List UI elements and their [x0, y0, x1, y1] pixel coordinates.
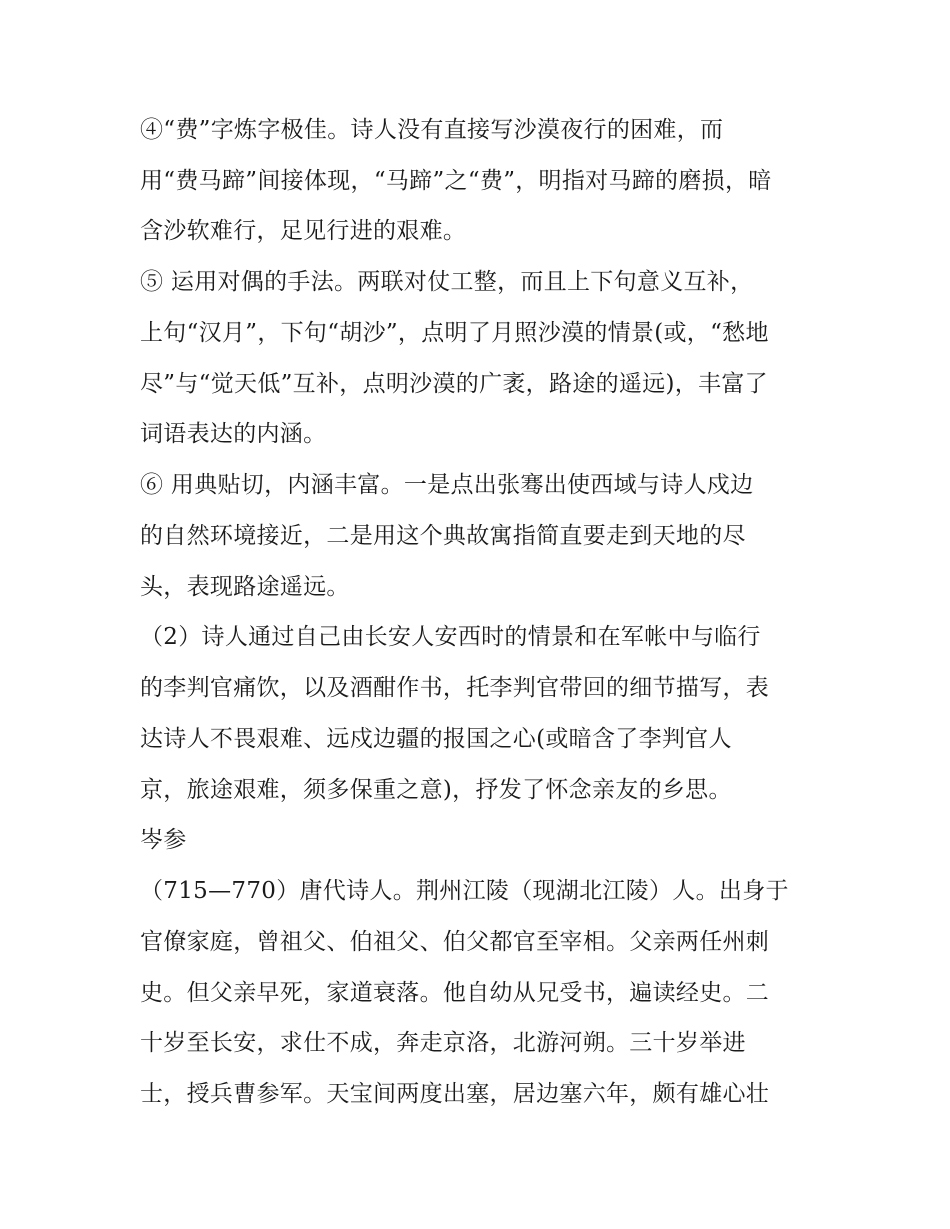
text-line: 十岁至长安，求仕不成，奔走京洛，北游河朔。三十岁举进 — [140, 1030, 746, 1056]
text-line: 含沙软难行，足见行进的艰难。 — [140, 218, 467, 244]
text-line: 词语表达的内涵。 — [140, 421, 327, 447]
text-line: （715—770）唐代诗人。荆州江陵（现湖北江陵）人。出身于 — [140, 878, 789, 904]
text-line: 用“费马蹄”间接体现，“马蹄”之“费”，明指对马蹄的磨损，暗 — [140, 168, 772, 194]
text-line: 尽”与“觉天低”互补，点明沙漠的广袤，路途的遥远)，丰富了 — [140, 371, 768, 397]
text-line: ④“费”字炼字极佳。诗人没有直接写沙漠夜行的困难，而 — [140, 117, 724, 143]
text-line: 的李判官痛饮，以及酒酣作书，托李判官带回的细节描写，表 — [140, 675, 770, 701]
text-line: 士，授兵曹参军。天宝间两度出塞，居边塞六年，颇有雄心壮 — [140, 1081, 770, 1107]
text-line: 上句“汉月”，下句“胡沙”，点明了月照沙漠的情景(或，“愁地 — [140, 320, 769, 346]
text-line: ⑥ 用典贴切，内涵丰富。一是点出张骞出使西域与诗人戍边 — [140, 472, 754, 498]
text-line: 头，表现路途遥远。 — [140, 574, 350, 600]
text-line: （2）诗人通过自己由长安人安西时的情景和在军帐中与临行 — [140, 624, 761, 650]
text-line: 的自然环境接近，二是用这个典故寓指简直要走到天地的尽 — [140, 523, 746, 549]
text-line: 达诗人不畏艰难、远戍边疆的报国之心(或暗含了李判官人 — [140, 726, 732, 752]
section-heading: 岑参 — [140, 827, 187, 853]
text-line: 官僚家庭，曾祖父、伯祖父、伯父都官至宰相。父亲两任州刺 — [140, 929, 770, 955]
text-line: ⑤ 运用对偶的手法。两联对仗工整，而且上下句意义互补， — [140, 269, 754, 295]
text-line: 史。但父亲早死，家道衰落。他自幼从兄受书，遍读经史。二 — [140, 980, 770, 1006]
text-line: 京，旅途艰难，须多保重之意)，抒发了怀念亲友的乡思。 — [140, 777, 732, 803]
